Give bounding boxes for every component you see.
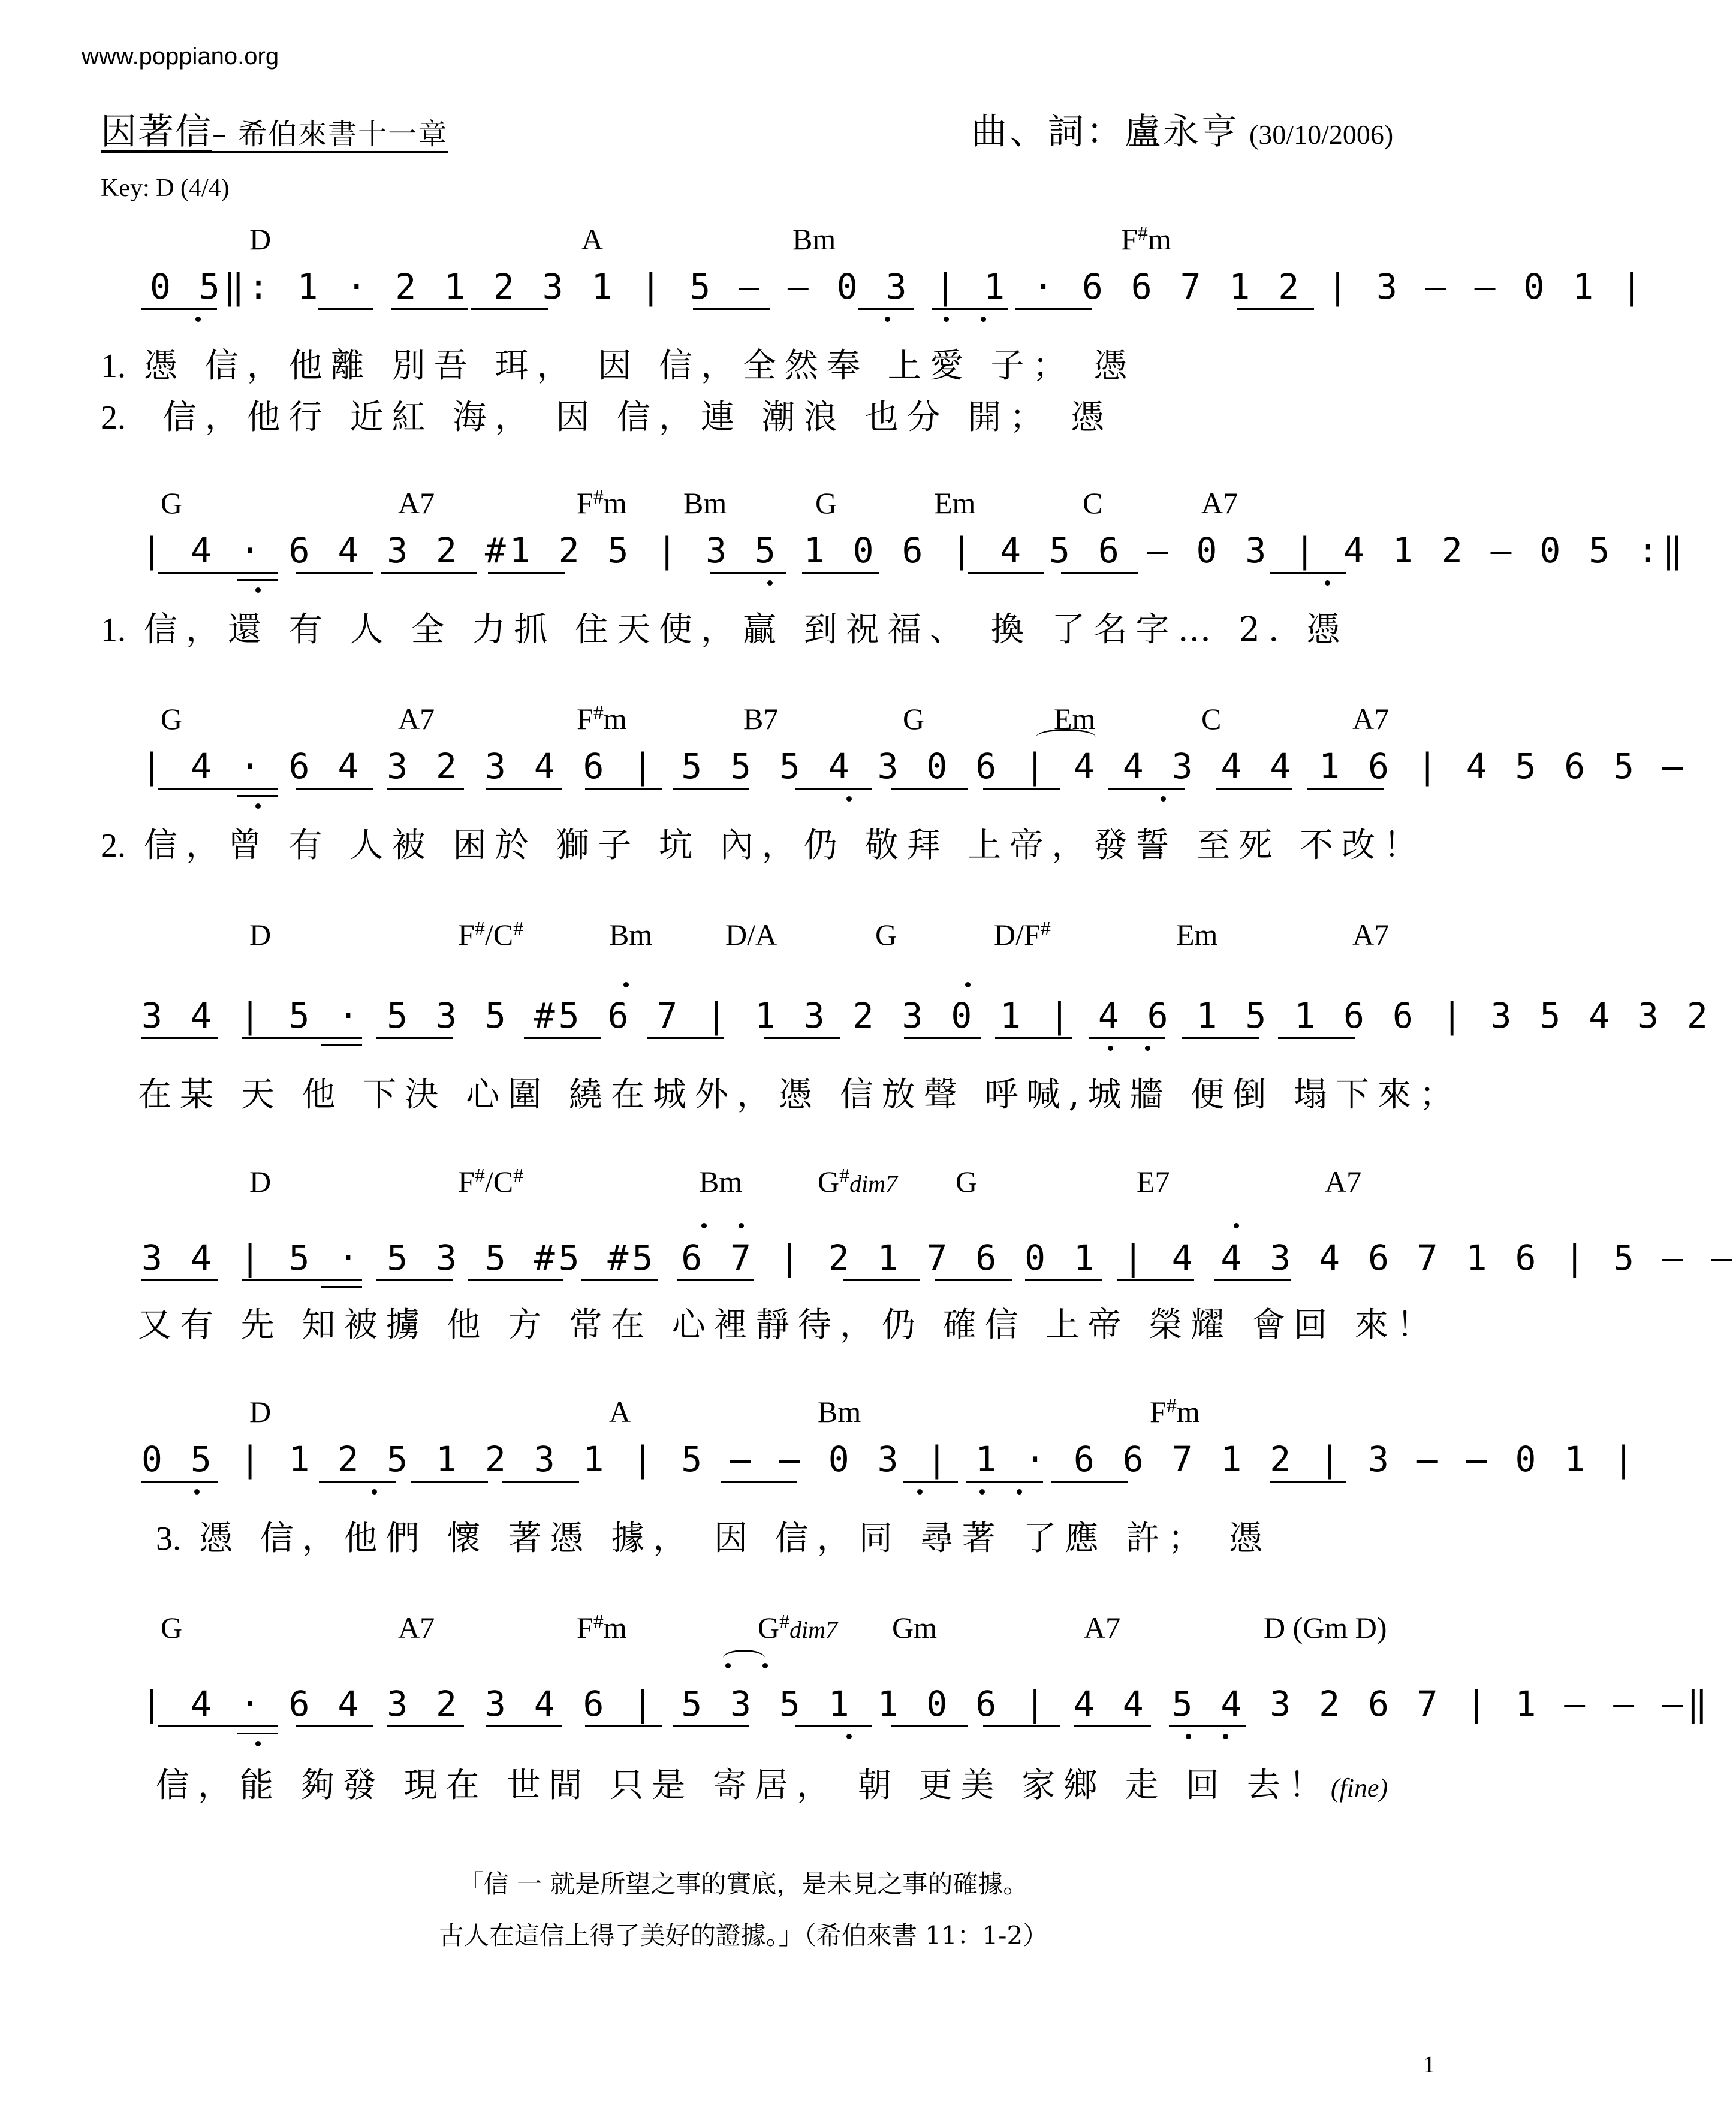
notation-line-6 bbox=[0, 1439, 1638, 1505]
notation-text: 0 5 | 1 2 5 1 2 3 1 | 5 — — 0 3 | 1 · 6 6 7 1 2 | 3 — — 0 1 | bbox=[141, 1439, 1638, 1480]
notation-line-2 bbox=[0, 530, 1687, 596]
lyric-text: 信，能 夠發 現在 世間 只是 寄居， 朝 更美 家鄉 走 回 去！ bbox=[156, 1766, 1331, 1805]
lyric-line-1b bbox=[101, 391, 1113, 439]
lyric-text: 憑 信，他離 別吾 珥， 因 信，全然奉 上愛 子； 憑 bbox=[144, 347, 1136, 385]
lyric-text: 在某 天 他 下決 心圍 繞在城外，憑 信放聲 呼喊,城牆 便倒 塌下來； bbox=[138, 1075, 1462, 1114]
chord-line-3 bbox=[0, 701, 1487, 749]
chord: G bbox=[815, 486, 837, 520]
notation-text: 3 4 | 5 · 5 3 5 #5 6 7 | 1 3 2 3 0 1 | 4 6 1 5 1 6 6 | 3 5 4 3 2 bbox=[141, 995, 1711, 1036]
song-title: 因著信 bbox=[101, 111, 212, 153]
lyric-text: 又有 先 知被擄 他 方 常在 心裡靜待，仍 確信 上帝 榮耀 會回 來！ bbox=[138, 1306, 1439, 1345]
lyric-line-4 bbox=[138, 1068, 1461, 1116]
lyric-text: 信，他行 近紅 海， 因 信，連 潮浪 也分 開； 憑 bbox=[144, 398, 1113, 437]
chord: A7 bbox=[398, 486, 435, 520]
chord: Bm bbox=[792, 222, 836, 256]
scripture-quote-line-1: 「信 一 就是所望之事的實底，是未見之事的確據。 bbox=[458, 1869, 1029, 1899]
notation-text: | 4 · 6 4 3 2 3 4 6 | 5 3 5 1 1 0 6 | 4 4 5 4 3 2 6 7 | 1 — — —‖ bbox=[141, 1683, 1711, 1724]
lyric-line-1a bbox=[101, 339, 1135, 387]
chord: C bbox=[1201, 702, 1222, 736]
chord: G#dim7 bbox=[818, 1165, 898, 1198]
site-url[interactable]: www.poppiano.org bbox=[82, 43, 279, 70]
chord-line-2 bbox=[0, 486, 1487, 534]
chord: Bm bbox=[699, 1165, 743, 1198]
chord: A7 bbox=[1201, 486, 1238, 520]
lyric-line-6 bbox=[156, 1512, 1271, 1560]
notation-line-5 bbox=[0, 1237, 1736, 1303]
author: 曲、詞：盧永亨 bbox=[971, 111, 1240, 153]
song-subtitle: – 希伯來書十一章 bbox=[212, 117, 448, 151]
chord: A bbox=[581, 222, 604, 256]
chord-line-1 bbox=[0, 222, 1487, 270]
lyric-line-7 bbox=[156, 1759, 1388, 1807]
notation-line-3 bbox=[0, 746, 1687, 812]
chord: Bm bbox=[818, 1395, 861, 1429]
chord: F#m bbox=[577, 486, 627, 520]
chord: G bbox=[956, 1165, 978, 1198]
composition-date: (30/10/2006) bbox=[1249, 119, 1394, 150]
notation-line-4 bbox=[0, 995, 1711, 1061]
verse-number: 1. bbox=[101, 611, 126, 649]
chord: A7 bbox=[1084, 1611, 1121, 1644]
chord: A bbox=[609, 1395, 631, 1429]
chord-line-4 bbox=[0, 917, 1487, 965]
chord: A7 bbox=[1352, 918, 1390, 951]
chord: Em bbox=[934, 486, 976, 520]
key-signature: Key: D (4/4) bbox=[101, 174, 230, 202]
lyric-text: 信，曾 有 人被 困於 獅子 坑 內，仍 敬拜 上帝，發誓 至死 不改！ bbox=[144, 826, 1426, 865]
notation-text: 3 4 | 5 · 5 3 5 #5 #5 6 7 | 2 1 7 6 0 1 | 4 4 3 4 6 7 1 6 | 5 — – bbox=[141, 1237, 1736, 1278]
chord: Bm bbox=[609, 918, 653, 951]
lyric-line-2 bbox=[101, 603, 1348, 651]
chord: G bbox=[161, 486, 183, 520]
chord: G bbox=[903, 702, 925, 736]
chord: Bm bbox=[683, 486, 727, 520]
author-block bbox=[971, 103, 1393, 155]
chord: G bbox=[161, 1611, 183, 1644]
chord: Em bbox=[1054, 702, 1096, 736]
chord-line-5 bbox=[0, 1164, 1487, 1212]
notation-text: 0 5‖: 1 · 2 1 2 3 1 | 5 — — 0 3 | 1 · 6 6 7 1 2 | 3 — — 0 1 | bbox=[150, 266, 1647, 307]
fine-marker: (fine) bbox=[1330, 1773, 1388, 1803]
lyric-line-3 bbox=[101, 819, 1425, 867]
chord: A7 bbox=[398, 1611, 435, 1644]
notation-text: | 4 · 6 4 3 2 #1 2 5 | 3 5 1 0 6 | 4 5 6 — 0 3 | 4 1 2 — 0 5 :‖ bbox=[141, 530, 1687, 571]
chord: G#dim7 bbox=[758, 1611, 838, 1644]
lyric-text: 信，還 有 人 全 力抓 住天使，贏 到祝福、 換 了名字… 2. 憑 bbox=[144, 610, 1349, 649]
chord: D bbox=[249, 1165, 272, 1198]
chord: F#m bbox=[1150, 1395, 1200, 1429]
scripture-quote-line-2: 古人在這信上得了美好的證據。」（希伯來書 11：1-2） bbox=[438, 1921, 1048, 1950]
verse-number: 2. bbox=[101, 399, 126, 436]
chord: F#m bbox=[577, 1611, 627, 1644]
chord: Gm bbox=[892, 1611, 937, 1644]
chord: F#m bbox=[1121, 222, 1171, 256]
verse-number: 3. bbox=[156, 1520, 181, 1557]
chord: A7 bbox=[1325, 1165, 1362, 1198]
chord: D bbox=[249, 222, 272, 256]
chord: A7 bbox=[1352, 702, 1390, 736]
chord: F#m bbox=[577, 702, 627, 736]
chord: Em bbox=[1176, 918, 1218, 951]
chord: B7 bbox=[743, 702, 779, 736]
notation-line-7 bbox=[0, 1683, 1711, 1749]
page-number: 1 bbox=[1423, 2051, 1435, 2078]
chord-line-6 bbox=[0, 1394, 1487, 1442]
notation-text: | 4 · 6 4 3 2 3 4 6 | 5 5 5 4 3 0 6 | 4 4 3 4 4 1 6 | 4 5 6 5 – bbox=[141, 746, 1687, 787]
chord: F#/C# bbox=[458, 1165, 524, 1198]
chord: D (Gm D) bbox=[1264, 1611, 1387, 1644]
song-title-block bbox=[101, 103, 448, 155]
notation-line-1 bbox=[0, 266, 1647, 332]
chord: G bbox=[161, 702, 183, 736]
verse-number: 2. bbox=[101, 827, 126, 864]
verse-number: 1. bbox=[101, 348, 126, 385]
chord: A7 bbox=[398, 702, 435, 736]
chord: E7 bbox=[1137, 1165, 1170, 1198]
lyric-text: 憑 信，他們 懷 著憑 據， 因 信，同 尋著 了應 許； 憑 bbox=[199, 1519, 1271, 1558]
lyric-line-5 bbox=[138, 1298, 1439, 1346]
chord: D/A bbox=[725, 918, 777, 951]
chord: G bbox=[875, 918, 897, 951]
chord: F#/C# bbox=[458, 918, 524, 951]
chord: C bbox=[1083, 486, 1103, 520]
chord: D bbox=[249, 918, 272, 951]
chord: D bbox=[249, 1395, 272, 1429]
chord: D/F# bbox=[994, 918, 1051, 951]
